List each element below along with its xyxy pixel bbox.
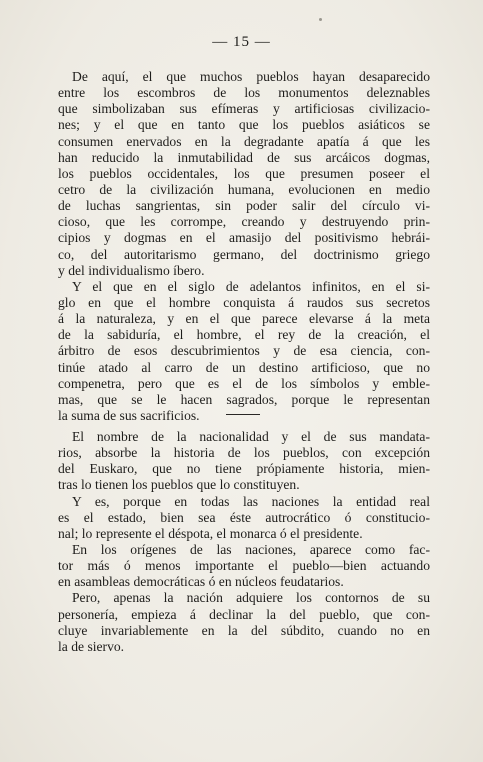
- text-line: cluye invariablemente en la del súbdito, cuando no en: [58, 622, 430, 638]
- text-line: de la sabiduría, el hombre, el rey de la creación, el: [58, 327, 430, 343]
- paragraph: [58, 590, 430, 655]
- text-line: del Euskaro, que no tiene própiamente historia, mien-: [58, 461, 430, 477]
- text-line: cetro de la civilización humana, evolucionen en medio: [58, 181, 430, 197]
- text-line: entre los escombros de los monumentos deleznables: [58, 85, 430, 101]
- text-line: en asambleas democráticas ó en núcleos feudatarios.: [58, 574, 344, 590]
- text-line: la de siervo.: [58, 638, 125, 654]
- text-line: á la naturaleza, y en el que parece elevarse á la meta: [58, 311, 430, 327]
- text-block-lower: [58, 429, 430, 655]
- text-line: cipios y dogmas en el amasijo del positivismo hebrái-: [58, 230, 430, 246]
- text-line: es el estado, bien sea éste autrocrático ó constitucio-: [58, 509, 430, 525]
- paragraph: [58, 279, 430, 424]
- text-line: y del individualismo íbero.: [58, 262, 205, 278]
- text-line: los pueblos occidentales, los que presumen poseer el: [58, 165, 430, 181]
- text-line: Y es, porque en todas las naciones la entidad real: [72, 493, 430, 509]
- page-number: — 15 —: [212, 34, 271, 50]
- paragraph: [58, 494, 430, 542]
- section-divider: [226, 414, 260, 415]
- paragraph: [58, 69, 430, 279]
- paper-speck: [319, 18, 322, 21]
- text-line: Y el que en el siglo de adelantos infinitos, en el si-: [72, 278, 430, 294]
- text-line: que simbolizaban sus efímeras y artificiosas civilizacio-: [58, 101, 430, 117]
- text-line: rios, absorbe la historia de los pueblos, con excepción: [58, 445, 430, 461]
- text-line: De aquí, el que muchos pueblos hayan desaparecido: [72, 69, 430, 84]
- text-line: la suma de sus sacrificios.: [58, 407, 200, 423]
- text-line: Pero, apenas la nación adquiere los contornos de su: [72, 590, 430, 606]
- text-line: han reducido la inmutabilidad de sus arcáicos dogmas,: [58, 149, 430, 165]
- text-line: co, del autoritarismo germano, del doctrinismo griego: [58, 246, 430, 262]
- text-line: mas, que se le hacen sagrados, porque le representan: [58, 391, 430, 407]
- text-line: tor más ó menos importante el pueblo—bien actuando: [58, 558, 430, 574]
- text-line: tras lo tienen los pueblos que lo constituyen.: [58, 477, 300, 493]
- text-line: de luchas sangrientas, sin poder salir del círculo vi-: [58, 198, 430, 214]
- text-line: nes; y el que en tanto que los pueblos asiáticos se: [58, 117, 430, 133]
- text-line: consumen enervados en la degradante apatía á que les: [58, 133, 430, 149]
- text-line: tinúe atado al carro de un destino artificioso, que no: [58, 359, 430, 375]
- text-line: compenetra, pero que es el de los símbolos y emble-: [58, 375, 430, 391]
- text-line: glo en que el hombre conquista á raudos sus secretos: [58, 294, 430, 310]
- paragraph: [58, 542, 430, 590]
- text-line: En los orígenes de las naciones, aparece como fac-: [72, 541, 430, 557]
- text-line: personería, empieza á declinar la del pueblo, que con-: [58, 606, 430, 622]
- text-line: árbitro de esos descubrimientos y de esa ciencia, con-: [58, 343, 430, 359]
- text-line: cioso, que les corrompe, creando y destruyendo prin-: [58, 214, 430, 230]
- text-block-upper: [58, 69, 430, 424]
- text-line: nal; lo represente el déspota, el monarca ó el presidente.: [58, 525, 363, 541]
- text-line: El nombre de la nacionalidad y el de sus mandata-: [72, 429, 430, 444]
- paragraph: [58, 429, 430, 494]
